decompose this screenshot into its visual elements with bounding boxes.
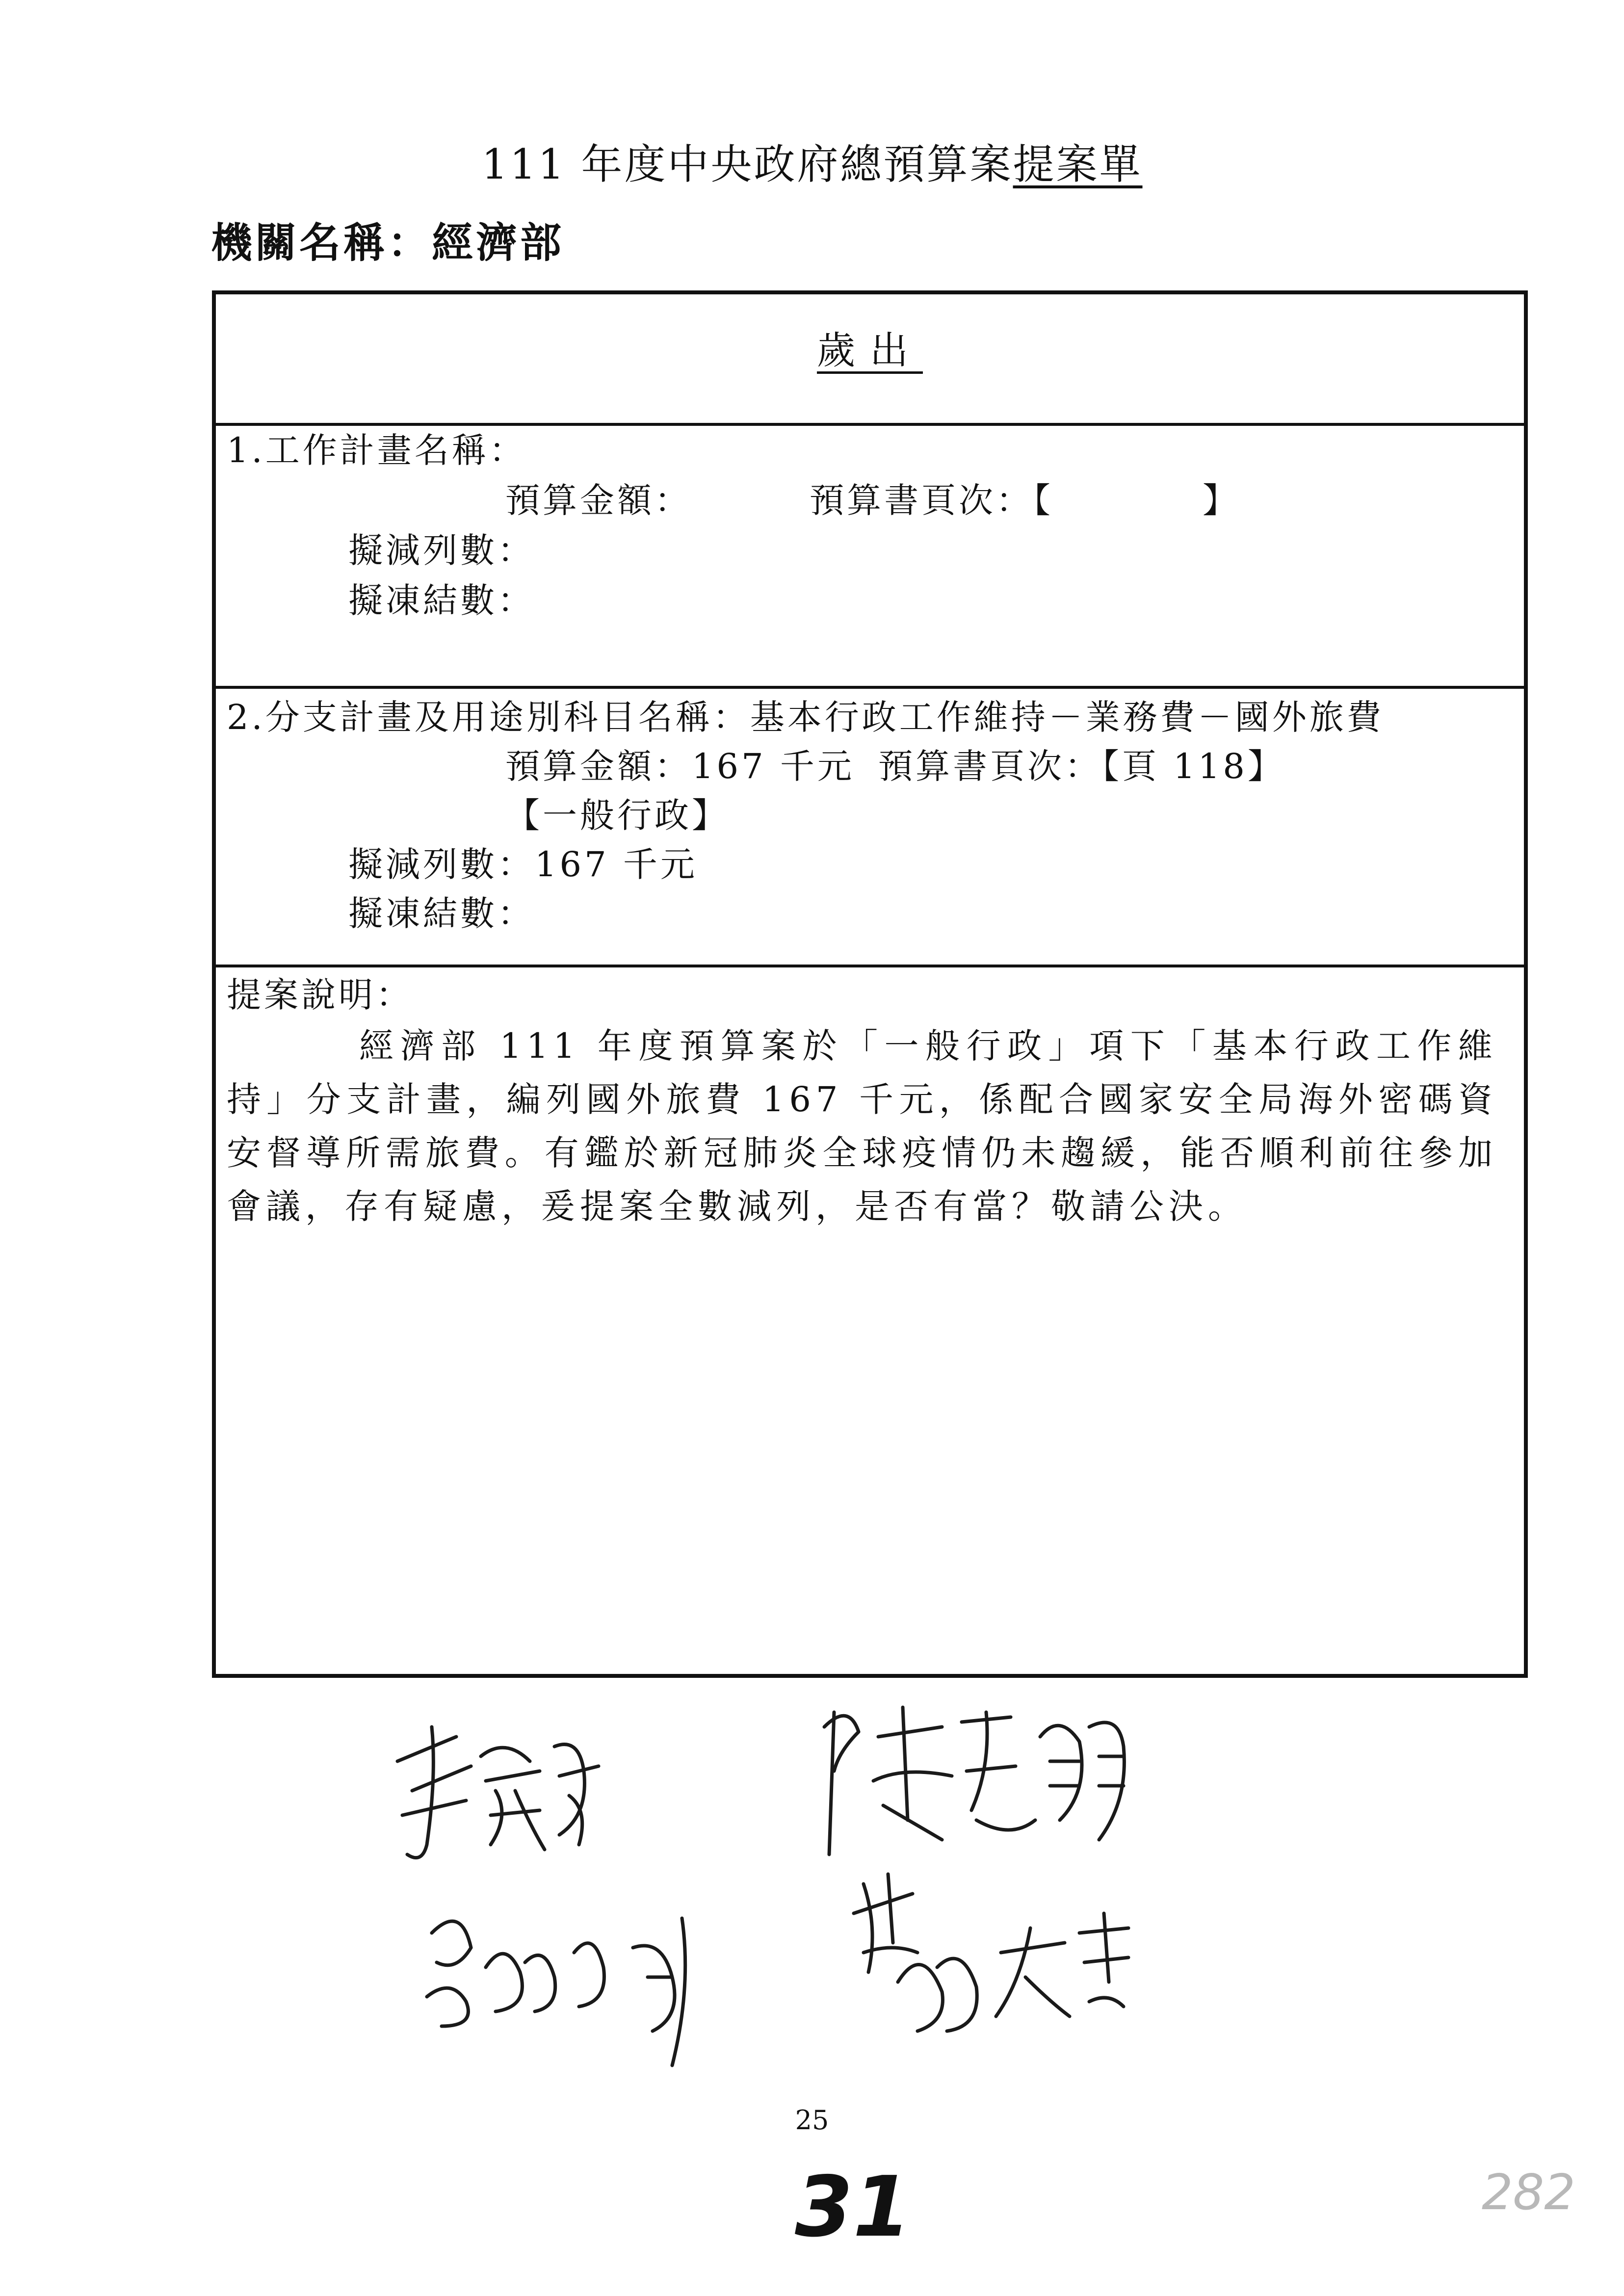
handwritten-page-number: 31 [795, 2159, 911, 2256]
section2-freeze: 擬凍結數： [348, 893, 535, 934]
divider [216, 965, 1524, 967]
section2-page-ref: 預算書頁次：【頁 118】 [878, 746, 1285, 786]
form-header: 歲出 [816, 329, 923, 373]
section1-reduce: 擬減列數： [348, 530, 535, 571]
signature-3 [417, 1889, 711, 2075]
section1-budget: 預算金額： [505, 480, 692, 521]
signature-4 [834, 1854, 1153, 2061]
title-underlined: 提案單 [1013, 140, 1143, 188]
section2-reduce: 擬減列數：167 千元 [348, 844, 698, 885]
title-main: 111 年度中央政府總預算案 [481, 140, 1013, 188]
section1-freeze: 擬凍結數： [348, 580, 535, 621]
signature-2 [805, 1693, 1138, 1869]
proposal-form [212, 290, 1528, 1678]
section1-page-ref: 預算書頁次：【 】 [810, 480, 1240, 521]
corner-mark: 282 [1482, 2164, 1575, 2221]
document-title [0, 140, 1624, 189]
agency-name: 機關名稱：經濟部 [211, 218, 565, 267]
page-number: 25 [795, 2105, 829, 2136]
divider [216, 686, 1524, 689]
section1-name: 1.工作計畫名稱： [227, 430, 526, 470]
section2-name: 2.分支計畫及用途別科目名稱：基本行政工作維持－業務費－國外旅費 [227, 697, 1384, 737]
explanation-text: 經濟部 111 年度預算案於「一般行政」項下「基本行政工作維持」分支計畫，編列國外旅費 167 千元，係配合國家安全局海外密碼資安督導所需旅費。有鑑於新冠肺炎全球疫情仍未趨緩，能否順利前往參加會議，存有疑慮，爰提案全數減列，是否有當？敬請公決。 [227, 1026, 1497, 1226]
section2-budget: 預算金額：167 千元 [505, 746, 855, 786]
section2-category: 【一般行政】 [505, 795, 729, 835]
signature-1 [383, 1717, 608, 1879]
explanation-label: 提案說明： [227, 975, 413, 1015]
